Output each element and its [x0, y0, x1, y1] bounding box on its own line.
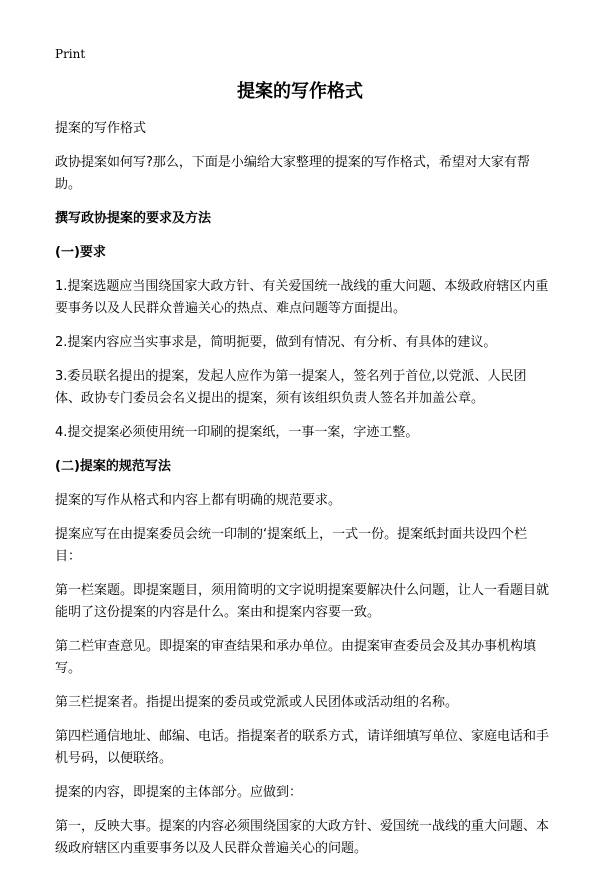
requirement-2: 2.提案内容应当实事求是，简明扼要，做到有情况、有分析、有具体的建议。 [55, 335, 497, 350]
column-2: 第二栏审查意见。即提案的审查结果和承办单位。由提案审查委员会及其办事机构填写。 [55, 639, 537, 676]
subtitle-text: 提案的写作格式 [55, 121, 147, 136]
intro-paragraph: 政协提案如何写?那么，下面是小编给大家整理的提案的写作格式，希望对大家有帮助。 [55, 155, 530, 192]
subsection-heading-format: (二)提案的规范写法 [55, 459, 171, 474]
format-paper: 提案应写在由提案委员会统一印制的‘提案纸上，一式一份。提案纸封面共设四个栏目： [55, 527, 528, 564]
page-title: 提案的写作格式 [237, 81, 363, 102]
requirement-1: 1.提案选题应当围绕国家大政方针、有关爱国统一战线的重大问题、本级政府辖区内重要事务以及人民群众普遍关心的热点、难点问题等方面提出。 [55, 279, 549, 316]
format-intro: 提案的写作从格式和内容上都有明确的规范要求。 [55, 493, 342, 508]
column-1: 第一栏案题。即提案题目，须用简明的文字说明提案要解决什么问题，让人一看题目就能明了这份提案的内容是什么。案由和提案内容要一致。 [55, 583, 550, 620]
print-link[interactable]: Print [55, 47, 86, 61]
content-intro: 提案的内容，即提案的主体部分。应做到： [55, 785, 303, 800]
column-4: 第四栏通信地址、邮编、电话。指提案者的联系方式，请详细填写单位、家庭电话和手机号码，以便联络。 [55, 729, 550, 766]
article-body [55, 118, 552, 872]
requirement-3: 3.委员联名提出的提案，发起人应作为第一提案人，签名列于首位,以党派、人民团体、政协专门委员会名义提出的提案，须有该组织负责人签名并加盖公章。 [55, 369, 527, 406]
subsection-heading-requirements: (一)要求 [55, 245, 106, 260]
requirement-4: 4.提交提案必须使用统一印刷的提案纸，一事一案，字迹工整。 [55, 425, 419, 440]
column-3: 第三栏提案者。指提出提案的委员或党派或人民团体或活动组的名称。 [55, 695, 459, 710]
section-heading-methods: 撰写政协提案的要求及方法 [55, 211, 212, 226]
content-point-1: 第一，反映大事。提案的内容必须围绕国家的大政方针、爱国统一战线的重大问题、本级政府辖区内重要事务以及人民群众普遍关心的问题。 [55, 819, 550, 856]
